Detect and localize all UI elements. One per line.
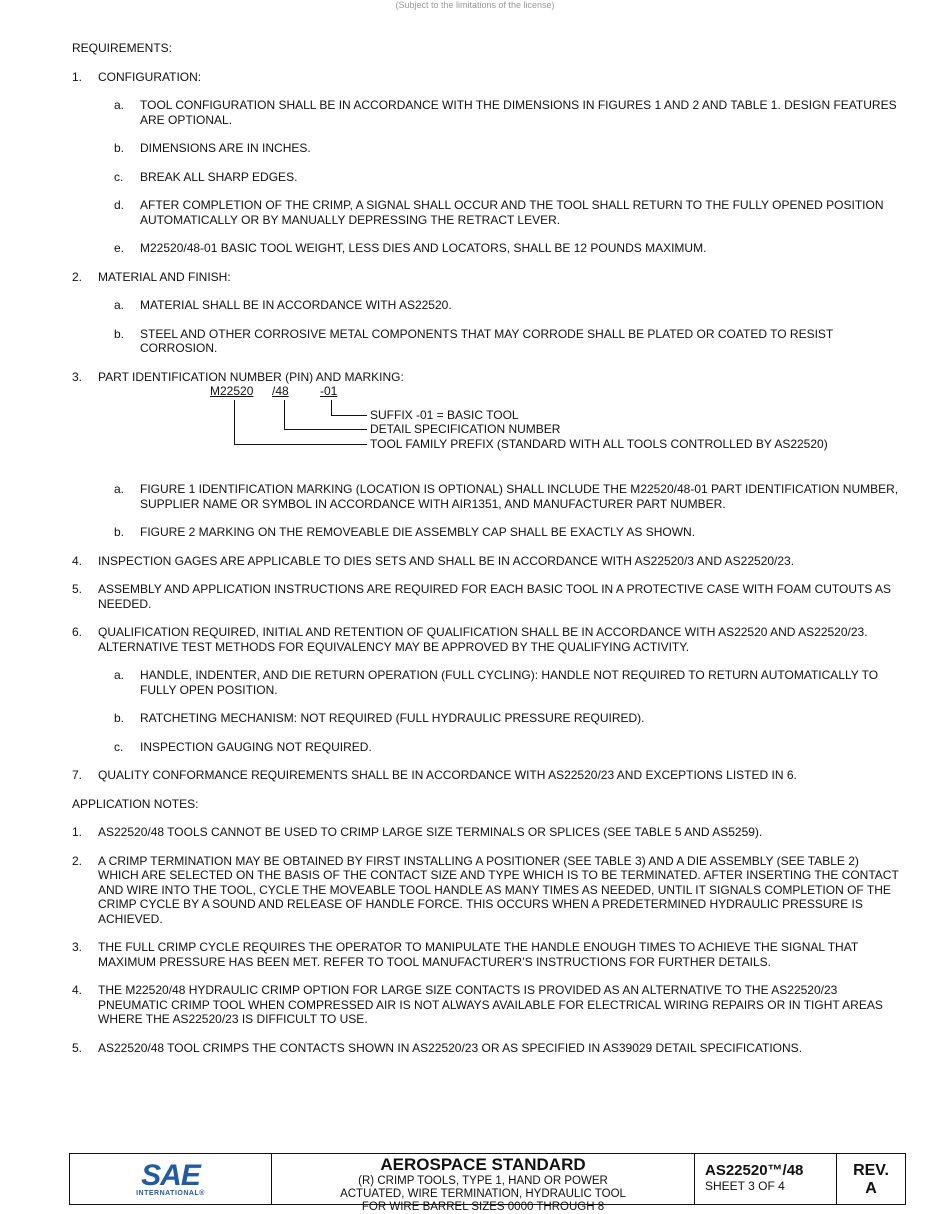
revision-value: A: [865, 1180, 877, 1197]
requirement-subitem: [114, 711, 902, 726]
requirement-text: MATERIAL AND FINISH:: [98, 269, 231, 284]
subitem-letter: b.: [114, 141, 125, 155]
requirement-number: 7.: [72, 768, 83, 782]
requirement-number: 2.: [72, 269, 83, 284]
header-cut-text: (Subject to the limitations of the license): [395, 0, 555, 10]
subitem-text: DIMENSIONS ARE IN INCHES.: [140, 141, 311, 155]
subitem-letter: a.: [114, 98, 125, 112]
pin-leader-line: [234, 400, 235, 444]
subitem-text: RATCHETING MECHANISM: NOT REQUIRED (FULL HYDRAULIC PRESSURE REQUIRED).: [140, 711, 645, 725]
requirement-item: [72, 554, 902, 569]
requirement-text: INSPECTION GAGES ARE APPLICABLE TO DIES SETS AND SHALL BE IN ACCORDANCE WITH AS22520/3 AND AS22520/23.: [98, 553, 795, 568]
subitem-text: MATERIAL SHALL BE IN ACCORDANCE WITH AS22520.: [140, 298, 452, 312]
requirement-item: [72, 270, 902, 356]
requirement-row: [72, 582, 902, 611]
requirement-subitem: [114, 198, 902, 227]
requirement-subitems: [72, 98, 902, 256]
pin-leader-line: [284, 429, 367, 430]
subitem-text: STEEL AND OTHER CORROSIVE METAL COMPONENTS THAT MAY CORRODE SHALL BE PLATED OR COATED TO RESIST CORROSION.: [140, 326, 834, 355]
requirement-subitem: [114, 740, 902, 755]
subitem-letter: a.: [114, 482, 125, 496]
application-note: [72, 940, 902, 969]
application-note: [72, 983, 902, 1027]
note-number: 5.: [72, 1040, 83, 1055]
subitem-letter: c.: [114, 169, 124, 184]
requirement-item: [72, 70, 902, 256]
note-text: AS22520/48 TOOL CRIMPS THE CONTACTS SHOWN IN AS22520/23 OR AS SPECIFIED IN AS39029 DETAIL SPECIFICATIONS.: [98, 1040, 803, 1055]
document-title-line: (R) CRIMP TOOLS, TYPE 1, HAND OR POWER: [358, 1175, 608, 1187]
pin-leader-line: [331, 400, 332, 415]
application-note: [72, 854, 902, 927]
note-number: 2.: [72, 853, 83, 868]
requirement-subitem: [114, 170, 902, 185]
requirement-row: [72, 270, 902, 285]
requirements-list: [72, 70, 902, 783]
requirement-subitems: [72, 668, 902, 754]
subitem-letter: e.: [114, 241, 125, 255]
requirement-subitem: [114, 327, 902, 356]
pin-suffix: -01: [320, 384, 338, 398]
document-body: [72, 41, 902, 1069]
pin-leader-line: [284, 400, 285, 429]
document-title-line: FOR WIRE BARREL SIZES 0000 THROUGH 8: [361, 1201, 605, 1213]
application-note: [72, 825, 902, 840]
note-text: THE M22520/48 HYDRAULIC CRIMP OPTION FOR LARGE SIZE CONTACTS IS PROVIDED AS AN ALTERNATIVE TO THE AS22520/23 PNEUMATIC CRIMP TOOL WHEN COMPRESSED AIR IS NOT ALWAYS AVAILABLE FOR ELECTRICAL WIRING REPAIRS OR IN TIGHT AREAS WHERE THE AS22520/23 IS DIFFICULT TO USE.: [98, 983, 883, 1026]
subitem-letter: b.: [114, 711, 125, 725]
subitem-letter: b.: [114, 525, 125, 539]
pin-leader-line: [331, 415, 367, 416]
pin-detail-number: /48: [272, 384, 289, 398]
subitem-text: FIGURE 1 IDENTIFICATION MARKING (LOCATION IS OPTIONAL) SHALL INCLUDE THE M22520/48-01 PART IDENTIFICATION NUMBER, SUPPLIER NAME OR SYMBOL IN ACCORDANCE WITH AIR1351, AND MANUFACTURER PART NUMBER.: [140, 482, 899, 511]
requirement-number: 6.: [72, 625, 83, 639]
requirement-number: 5.: [72, 582, 83, 596]
pin-diagram: [72, 380, 902, 476]
subitem-letter: d.: [114, 198, 125, 212]
requirement-subitem: [114, 141, 902, 156]
revision-label: REV.: [853, 1162, 889, 1179]
pin-label-suffix: SUFFIX -01 = BASIC TOOL: [370, 408, 519, 422]
standard-label: AEROSPACE STANDARD: [380, 1155, 586, 1174]
pin-prefix: M22520: [210, 384, 254, 398]
requirement-subitem: [114, 668, 902, 697]
requirement-item: [72, 625, 902, 754]
requirement-text: CONFIGURATION:: [98, 69, 202, 84]
requirements-heading: REQUIREMENTS:: [72, 41, 173, 55]
requirement-text: QUALIFICATION REQUIRED, INITIAL AND RETENTION OF QUALIFICATION SHALL BE IN ACCORDANCE WITH AS22520 AND AS22520/23. ALTERNATIVE TEST METHODS FOR EQUIVALENCY MAY BE APPROVED BY THE QUALIFYING ACTIVITY.: [98, 625, 868, 654]
requirement-subitem: [114, 482, 902, 511]
requirement-item: [72, 582, 902, 611]
note-text: A CRIMP TERMINATION MAY BE OBTAINED BY FIRST INSTALLING A POSITIONER (SEE TABLE 3) AND A DIE ASSEMBLY (SEE TABLE 2) WHICH ARE SELECTED ON THE BASIS OF THE CONTACT SIZE AND TYPE WHICH IS TO BE TERMINATED. AFTER INSERTING THE CONTACT AND WIRE INTO THE TOOL, CYCLE THE MOVEABLE TOOL HANDLE AS MANY TIMES AS NEEDED, UNTIL IT SIGNALS COMPLETION OF THE CRIMP CYCLE BY A SOUND AND RELEASE OF HANDLE FORCE. THIS OCCURS WHEN A PREDETERMINED HYDRAULIC PRESSURE IS ACHIEVED.: [98, 853, 899, 926]
requirement-subitem: [114, 298, 902, 313]
note-number: 1.: [72, 825, 83, 839]
title-block: [69, 1153, 906, 1213]
subitem-letter: c.: [114, 739, 124, 754]
note-number: 3.: [72, 940, 83, 954]
requirement-row: [72, 70, 902, 85]
subitem-letter: b.: [114, 326, 125, 341]
requirement-row: [72, 625, 902, 654]
note-number: 4.: [72, 983, 83, 997]
subitem-text: BREAK ALL SHARP EDGES.: [140, 169, 298, 184]
requirement-text: ASSEMBLY AND APPLICATION INSTRUCTIONS ARE REQUIRED FOR EACH BASIC TOOL IN A PROTECTIVE CASE WITH FOAM CUTOUTS AS NEEDED.: [98, 582, 892, 611]
requirement-item: [72, 768, 902, 783]
sae-logo-mark: SAE: [141, 1158, 200, 1192]
requirement-text: PART IDENTIFICATION NUMBER (PIN) AND MARKING:: [98, 369, 404, 384]
subitem-letter: a.: [114, 298, 125, 312]
subitem-text: HANDLE, INDENTER, AND DIE RETURN OPERATION (FULL CYCLING): HANDLE NOT REQUIRED TO RETURN AUTOMATICALLY TO FULLY OPEN POSITION.: [140, 668, 879, 697]
document-number: AS22520™/48: [705, 1162, 804, 1179]
pin-label-family: TOOL FAMILY PREFIX (STANDARD WITH ALL TOOLS CONTROLLED BY AS22520): [370, 437, 828, 451]
title-cell: [272, 1154, 695, 1213]
sae-logo: [70, 1154, 272, 1204]
requirement-row: [72, 768, 902, 783]
revision-cell: [837, 1154, 905, 1204]
pin-leader-line: [234, 444, 367, 445]
requirement-subitems: [72, 298, 902, 356]
requirement-row: [72, 554, 902, 569]
note-text: AS22520/48 TOOLS CANNOT BE USED TO CRIMP LARGE SIZE TERMINALS OR SPLICES (SEE TABLE 5 AND AS5259).: [98, 825, 763, 839]
requirement-subitem: [114, 241, 902, 256]
requirement-number: 4.: [72, 553, 83, 568]
sae-logo-subtext: INTERNATIONAL®: [136, 1189, 205, 1197]
subitem-text: TOOL CONFIGURATION SHALL BE IN ACCORDANCE WITH THE DIMENSIONS IN FIGURES 1 AND 2 AND TABLE 1. DESIGN FEATURES ARE OPTIONAL.: [140, 98, 897, 127]
document-title-line: ACTUATED, WIRE TERMINATION, HYDRAULIC TOOL: [340, 1188, 626, 1200]
application-notes-list: [72, 825, 902, 1055]
requirement-subitem: [114, 98, 902, 127]
requirement-number: 1.: [72, 69, 83, 84]
requirement-text: QUALITY CONFORMANCE REQUIREMENTS SHALL BE IN ACCORDANCE WITH AS22520/23 AND EXCEPTIONS LISTED IN 6.: [98, 768, 797, 782]
subitem-text: AFTER COMPLETION OF THE CRIMP, A SIGNAL SHALL OCCUR AND THE TOOL SHALL RETURN TO THE FULLY OPENED POSITION AUTOMATICALLY OR BY MANUALLY DEPRESSING THE RETRACT LEVER.: [140, 198, 884, 227]
subitem-text: INSPECTION GAUGING NOT REQUIRED.: [140, 739, 372, 754]
subitem-text: M22520/48-01 BASIC TOOL WEIGHT, LESS DIES AND LOCATORS, SHALL BE 12 POUNDS MAXIMUM.: [140, 241, 707, 255]
sheet-number: SHEET 3 OF 4: [705, 1179, 785, 1193]
application-notes-heading: APPLICATION NOTES:: [72, 796, 199, 811]
document-number-cell: [695, 1154, 837, 1204]
application-note: [72, 1041, 902, 1056]
subitem-text: FIGURE 2 MARKING ON THE REMOVEABLE DIE ASSEMBLY CAP SHALL BE EXACTLY AS SHOWN.: [140, 525, 696, 539]
subitem-letter: a.: [114, 668, 125, 682]
requirement-subitems: [72, 482, 902, 540]
pin-label-detail: DETAIL SPECIFICATION NUMBER: [370, 422, 561, 436]
requirement-subitem: [114, 525, 902, 540]
requirement-item: [72, 370, 902, 540]
note-text: THE FULL CRIMP CYCLE REQUIRES THE OPERATOR TO MANIPULATE THE HANDLE ENOUGH TIMES TO ACHIEVE THE SIGNAL THAT MAXIMUM PRESSURE HAS BEEN MET. REFER TO TOOL MANUFACTURER’S INSTRUCTIONS FOR FURTHER DETAILS.: [98, 940, 858, 969]
requirement-number: 3.: [72, 369, 83, 384]
